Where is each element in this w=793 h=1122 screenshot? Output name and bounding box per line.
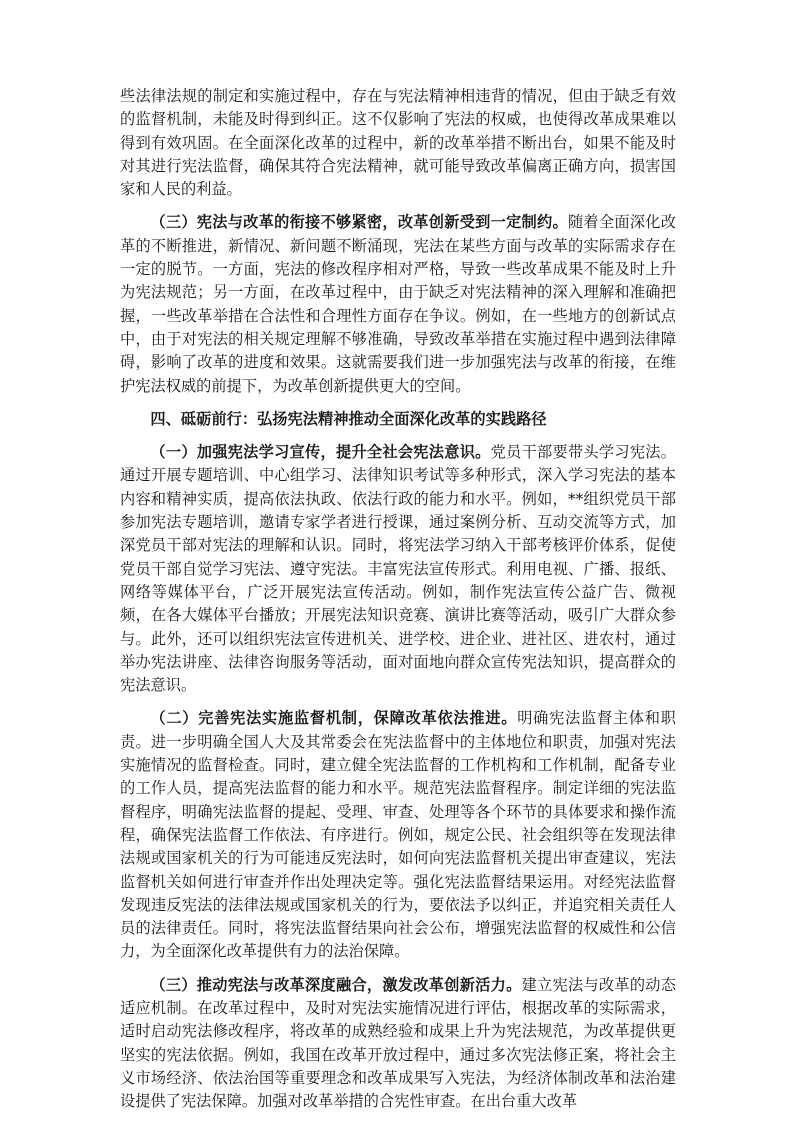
paragraph-continuation xyxy=(120,85,676,201)
paragraph-heading: （三）宪法与改革的衔接不够紧密，改革创新受到一定制约。 xyxy=(150,213,568,232)
document-page xyxy=(120,85,676,1113)
paragraph-constitution-reform-link xyxy=(120,211,676,397)
paragraph-body: 明确宪法监督主体和职责。进一步明确全国人大及其常委会在宪法监督中的主体地位和职责，加强对宪法实施情况的监督检查。同时，建立健全宪法监督的工作机构和工作机制，配备专业的工作人员，提高宪法监督的能力和水平。规范宪法监督程序。制定详细的宪法监督程序，明确宪法监督的提起、受理、审查、处理等各个环节的具体要求和操作流程，确保宪法监督工作依法、有序进行。例如，规定公民、社会组织等在发现法律法规或国家机关的行为可能违反宪法时，如何向宪法监督机关提出审查建议，宪法监督机关如何进行审查并作出处理决定等。强化宪法监督结果运用。对经宪法监督发现违反宪法的法律法规或国家机关的行为，要依法予以纠正，并追究相关责任人员的法律责任。同时，将宪法监督结果向社会公布，增强宪法监督的权威性和公信力，为全面深化改革提供有力的法治保障。 xyxy=(120,709,676,961)
paragraph-supervision-mechanism xyxy=(120,707,676,963)
paragraph-deep-integration xyxy=(120,974,676,1114)
paragraph-body: 党员干部要带头学习宪法。通过开展专题培训、中心组学习、法律知识考试等多种形式，深入学习宪法的基本内容和精神实质，提高依法执政、依法行政的能力和水平。例如，**组织党员干部参加宪法专题培训，邀请专家学者进行授课，通过案例分析、互动交流等方式，加深党员干部对宪法的理解和认识。同时，将宪法学习纳入干部考核评价体系，促使党员干部自觉学习宪法、遵守宪法。丰富宪法宣传形式。利用电视、广播、报纸、网络等媒体平台，广泛开展宪法宣传活动。例如，制作宪法宣传公益广告、微视频，在各大媒体平台播放；开展宪法知识竞赛、演讲比赛等活动，吸引广大群众参与。此外，还可以组织宪法宣传进机关、进学校、进企业、进社区、进农村，通过举办宪法讲座、法律咨询服务等活动，面对面地向群众宣传宪法知识，提高群众的宪法意识。 xyxy=(120,443,676,695)
section-title: 四、砥砺前行：弘扬宪法精神推动全面深化改革的实践路径 xyxy=(150,409,547,428)
paragraph-study-promotion xyxy=(120,441,676,697)
paragraph-heading: （二）完善宪法实施监督机制，保障改革依法推进。 xyxy=(150,709,518,728)
paragraph-heading: （一）加强宪法学习宣传，提升全社会宪法意识。 xyxy=(150,443,491,462)
paragraph-body: 建立宪法与改革的动态适应机制。在改革过程中，及时对宪法实施情况进行评估，根据改革的实际需求，适时启动宪法修改程序，将改革的成熟经验和成果上升为宪法规范，为改革提供更坚实的宪法依据。例如，我国在改革开放过程中，通过多次宪法修正案，将社会主义市场经济、依法治国等重要理念和改革成果写入宪法，为经济体制改革和法治建设提供了宪法保障。加强对改革举措的合宪性审查。在出台重大改革 xyxy=(120,975,677,1111)
paragraph-body: 随着全面深化改革的不断推进，新情况、新问题不断涌现，宪法在某些方面与改革的实际需求存在一定的脱节。一方面，宪法的修改程序相对严格，导致一些改革成果不能及时上升为宪法规范；另一方面，在改革过程中，由于缺乏对宪法精神的深入理解和准确把握，一些改革举措在合法性和合理性方面存在争议。例如，在一些地方的创新试点中，由于对宪法的相关规定理解不够准确，导致改革举措在实施过程中遇到法律障碍，影响了改革的进度和效果。这就需要我们进一步加强宪法与改革的衔接，在维护宪法权威的前提下，为改革创新提供更大的空间。 xyxy=(120,213,676,395)
paragraph-body: 些法律法规的制定和实施过程中，存在与宪法精神相违背的情况，但由于缺乏有效的监督机制，未能及时得到纠正。这不仅影响了宪法的权威，也使得改革成果难以得到有效巩固。在全面深化改革的过程中，新的改革举措不断出台，如果不能及时对其进行宪法监督，确保其符合宪法精神，就可能导致改革偏离正确方向，损害国家和人民的利益。 xyxy=(120,87,676,199)
paragraph-heading: （三）推动宪法与改革深度融合，激发改革创新活力。 xyxy=(150,975,522,994)
